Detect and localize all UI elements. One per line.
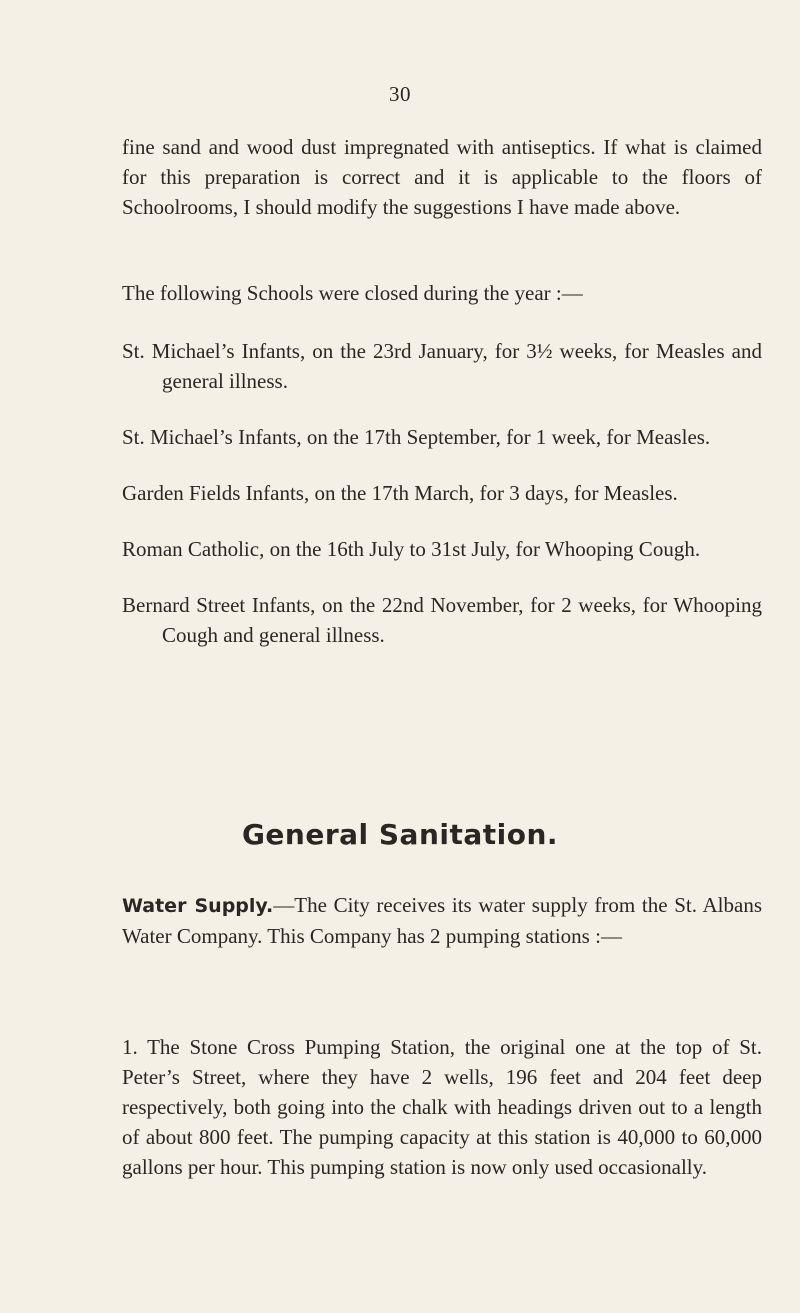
page-number: 30 xyxy=(389,82,411,106)
pumping-station-paragraph xyxy=(122,1032,762,1182)
closure-item: Garden Fields Infants, on the 17th March, for 3 days, for Measles. xyxy=(122,481,678,505)
closure-item: St. Michael’s Infants, on the 23rd January, for 3½ weeks, for Measles and general illness. xyxy=(122,339,762,393)
closure-item: Bernard Street Infants, on the 22nd November, for 2 weeks, for Whooping Cough and general illness. xyxy=(122,593,762,647)
school-closures-list xyxy=(122,336,762,676)
closure-item: St. Michael’s Infants, on the 17th September, for 1 week, for Measles. xyxy=(122,425,711,449)
station-text: The Stone Cross Pumping Station, the original one at the top of St. Peter’s Street, where they have 2 wells, 196 feet and 204 feet deep respectively, both going into the chalk with headings driven out to a length of about 800 feet. The pumping capacity at this station is 40,000 to 60,000 gallons per hour. This pumping station is now only used occasionally. xyxy=(122,1035,763,1179)
section-heading: General Sanitation. xyxy=(241,818,559,851)
intro-paragraph: fine sand and wood dust impregnated with antiseptics. If what is claimed for this preparation is correct and it is applicable to the floors of Schoolrooms, I should modify the suggestions I have made above. xyxy=(122,135,762,219)
water-supply-paragraph xyxy=(122,890,762,951)
water-supply-lead: Water Supply. xyxy=(122,895,274,917)
station-number: 1. xyxy=(122,1035,138,1059)
closure-item: Roman Catholic, on the 16th July to 31st July, for Whooping Cough. xyxy=(122,537,701,561)
closed-schools-intro: The following Schools were closed during the year :— xyxy=(122,281,583,305)
water-supply-text: —The City receives its water supply from the St. Albans Water Company. This Company has 2 pumping stations :— xyxy=(122,893,762,948)
